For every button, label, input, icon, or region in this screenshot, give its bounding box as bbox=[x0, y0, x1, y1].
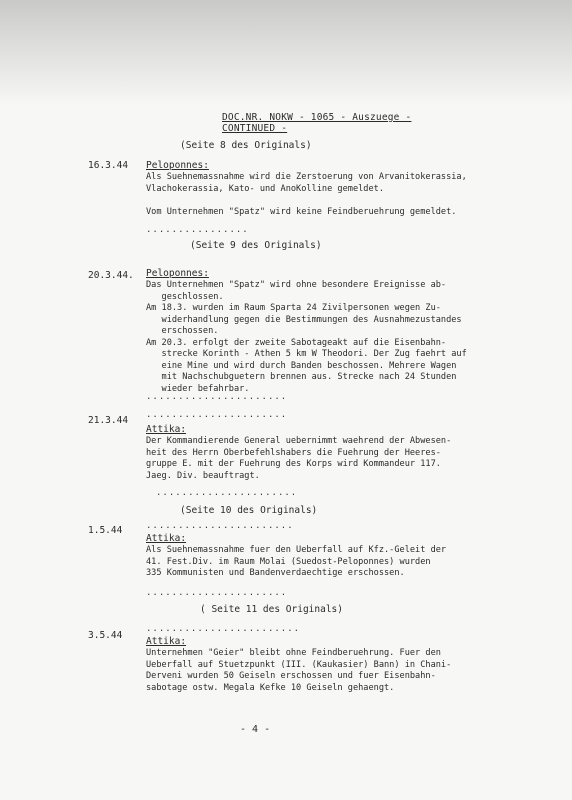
entry-date: 3.5.44 bbox=[88, 630, 123, 641]
separator-dots: ................ bbox=[146, 225, 249, 235]
entry-body: Das Unternehmen "Spatz" wird ohne besondere Ereignisse ab- geschlossen. Am 18.3. wurden im Raum Sparta 24 Zivilpersonen wegen Zu- widerhandlung gegen die Bestimmungen des Ausnahmezustandes erschossen. Am 20.3. erfolgt der zweite Sabotageakt auf die Eisenbahn- strecke Korinth - Athen 5 km W Theodori. Der Zug faehrt auf eine Mine und wird durch Banden beschossen. Mehrere Wagen mit Nachschubguetern brennen aus. Strecke nach 24 Stunden wieder befahrbar. bbox=[146, 280, 467, 394]
separator-dots: ........................ bbox=[146, 624, 301, 634]
separator-dots: ...................... bbox=[146, 588, 288, 598]
entry-body: Der Kommandierende General uebernimmt waehrend der Abwesen- heit des Herrn Oberbefehlshabers die Fuehrung der Heeres- gruppe E. mit der Fuehrung des Korps wird Kommandeur 117. Jaeg. Div. beauftragt. bbox=[146, 436, 452, 481]
page-reference: ( Seite 11 des Originals) bbox=[200, 604, 343, 615]
separator-dots: ...................... bbox=[146, 392, 288, 402]
document-reference-line2: CONTINUED - bbox=[222, 123, 288, 134]
entry-heading: Peloponnes: bbox=[146, 268, 209, 279]
entry-body: Als Suehnemassnahme fuer den Ueberfall auf Kfz.-Geleit der 41. Fest.Div. im Raum Molai (Suedost-Peloponnes) wurden 335 Kommunisten und Bandenverdaechtige erschossen. bbox=[146, 545, 447, 578]
entry-body: Als Suehnemassnahme wird die Zerstoerung von Arvanitokerassia, Vlachokerassia, Kato- und AnoKolline gemeldet. Vom Unternehmen "Spatz" wird keine Feindberuehrung gemeldet. bbox=[146, 172, 467, 217]
page-reference: (Seite 10 des Originals) bbox=[180, 505, 318, 516]
separator-dots: ....................... bbox=[146, 521, 294, 531]
page-reference: (Seite 8 des Originals) bbox=[180, 140, 312, 151]
scan-shadow bbox=[0, 0, 572, 105]
document-reference bbox=[222, 112, 411, 134]
entry-date: 1.5.44 bbox=[88, 525, 123, 536]
document-reference-line1: DOC.NR. NOKW - 1065 - Auszuege - bbox=[222, 112, 412, 123]
separator-dots: ...................... bbox=[156, 488, 298, 498]
entry-heading: Peloponnes: bbox=[146, 160, 209, 171]
separator-dots: ...................... bbox=[146, 410, 288, 420]
entry-heading: Attika: bbox=[146, 533, 187, 544]
entry-heading: Attika: bbox=[146, 424, 187, 435]
entry-date: 16.3.44 bbox=[88, 160, 129, 171]
page-reference: (Seite 9 des Originals) bbox=[190, 240, 322, 251]
entry-date: 20.3.44. bbox=[88, 270, 134, 281]
entry-heading: Attika: bbox=[146, 636, 187, 647]
entry-body: Unternehmen "Geier" bleibt ohne Feindberuehrung. Fuer den Ueberfall auf Stuetzpunkt (III. (Kaukasier) Bann) in Chani- Derveni wurden 50 Geiseln erschossen und fuer Eisenbahn- sabotage ostw. Megala Kefke 10 Geiseln gehaengt. bbox=[146, 648, 452, 693]
page-number: - 4 - bbox=[240, 724, 271, 735]
entry-date: 21.3.44 bbox=[88, 415, 129, 426]
